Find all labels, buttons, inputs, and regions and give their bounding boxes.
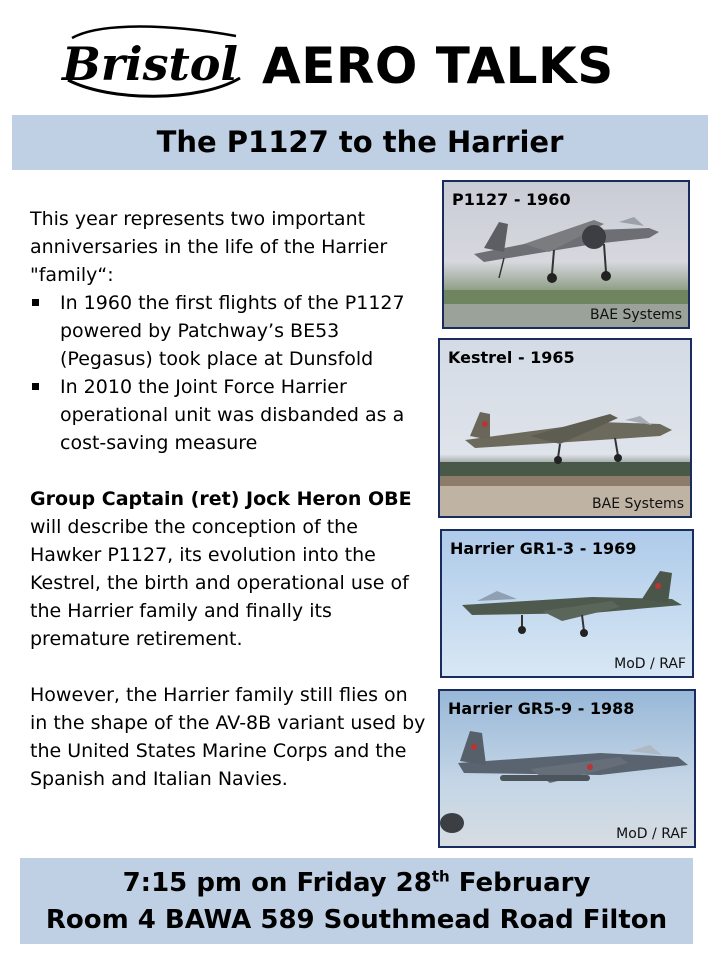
svg-text:Bristol: Bristol (62, 37, 238, 91)
photo-caption: Harrier GR1-3 - 1969 (450, 539, 637, 558)
photo-credit: MoD / RAF (614, 656, 686, 672)
intro-paragraph: This year represents two important anniversaries in the life of the Harrier "family“: (30, 208, 388, 286)
photo-caption: Harrier GR5-9 - 1988 (448, 699, 635, 718)
event-details-banner (20, 858, 693, 944)
photo-caption: P1127 - 1960 (452, 190, 571, 209)
photo-credit: BAE Systems (590, 307, 682, 323)
talk-description (30, 205, 430, 793)
bristol-logo (50, 18, 250, 108)
series-title: AERO TALKS (262, 37, 614, 95)
photo-caption: Kestrel - 1965 (448, 348, 575, 367)
list-item: In 1960 the first flights of the P1127 powered by Patchway’s BE53 (Pegasus) took place at Dunsfold (30, 289, 430, 373)
photo-credit: BAE Systems (592, 496, 684, 512)
speaker-name: Group Captain (ret) Jock Heron OBE (30, 488, 412, 510)
talk-title: The P1127 to the Harrier (156, 125, 564, 159)
anniversary-list (30, 289, 430, 457)
closing-paragraph: However, the Harrier family still flies on in the shape of the AV-8B variant used by the United States Marine Corps and the Spanish and Italian Navies. (30, 684, 426, 790)
event-venue: Room 4 BAWA 589 Southmead Road Filton (45, 905, 668, 935)
photo-harrier-gr1 (440, 529, 694, 678)
photo-credit: MoD / RAF (616, 826, 688, 842)
bullet-icon (32, 383, 39, 390)
list-item: In 2010 the Joint Force Harrier operational unit was disbanded as a cost-saving measure (30, 373, 430, 457)
speaker-paragraph: Group Captain (ret) Jock Heron OBE will describe the conception of the Hawker P1127, its evolution into the Kestrel, the birth and operational use of the Harrier family and finally its premature retirement. (30, 488, 412, 650)
photo-p1127 (442, 180, 690, 329)
title-banner (12, 115, 708, 170)
photo-harrier-gr5 (438, 689, 696, 848)
photo-kestrel (438, 338, 692, 518)
bullet-icon (32, 299, 39, 306)
event-date: 7:15 pm on Friday 28th February (122, 867, 591, 898)
